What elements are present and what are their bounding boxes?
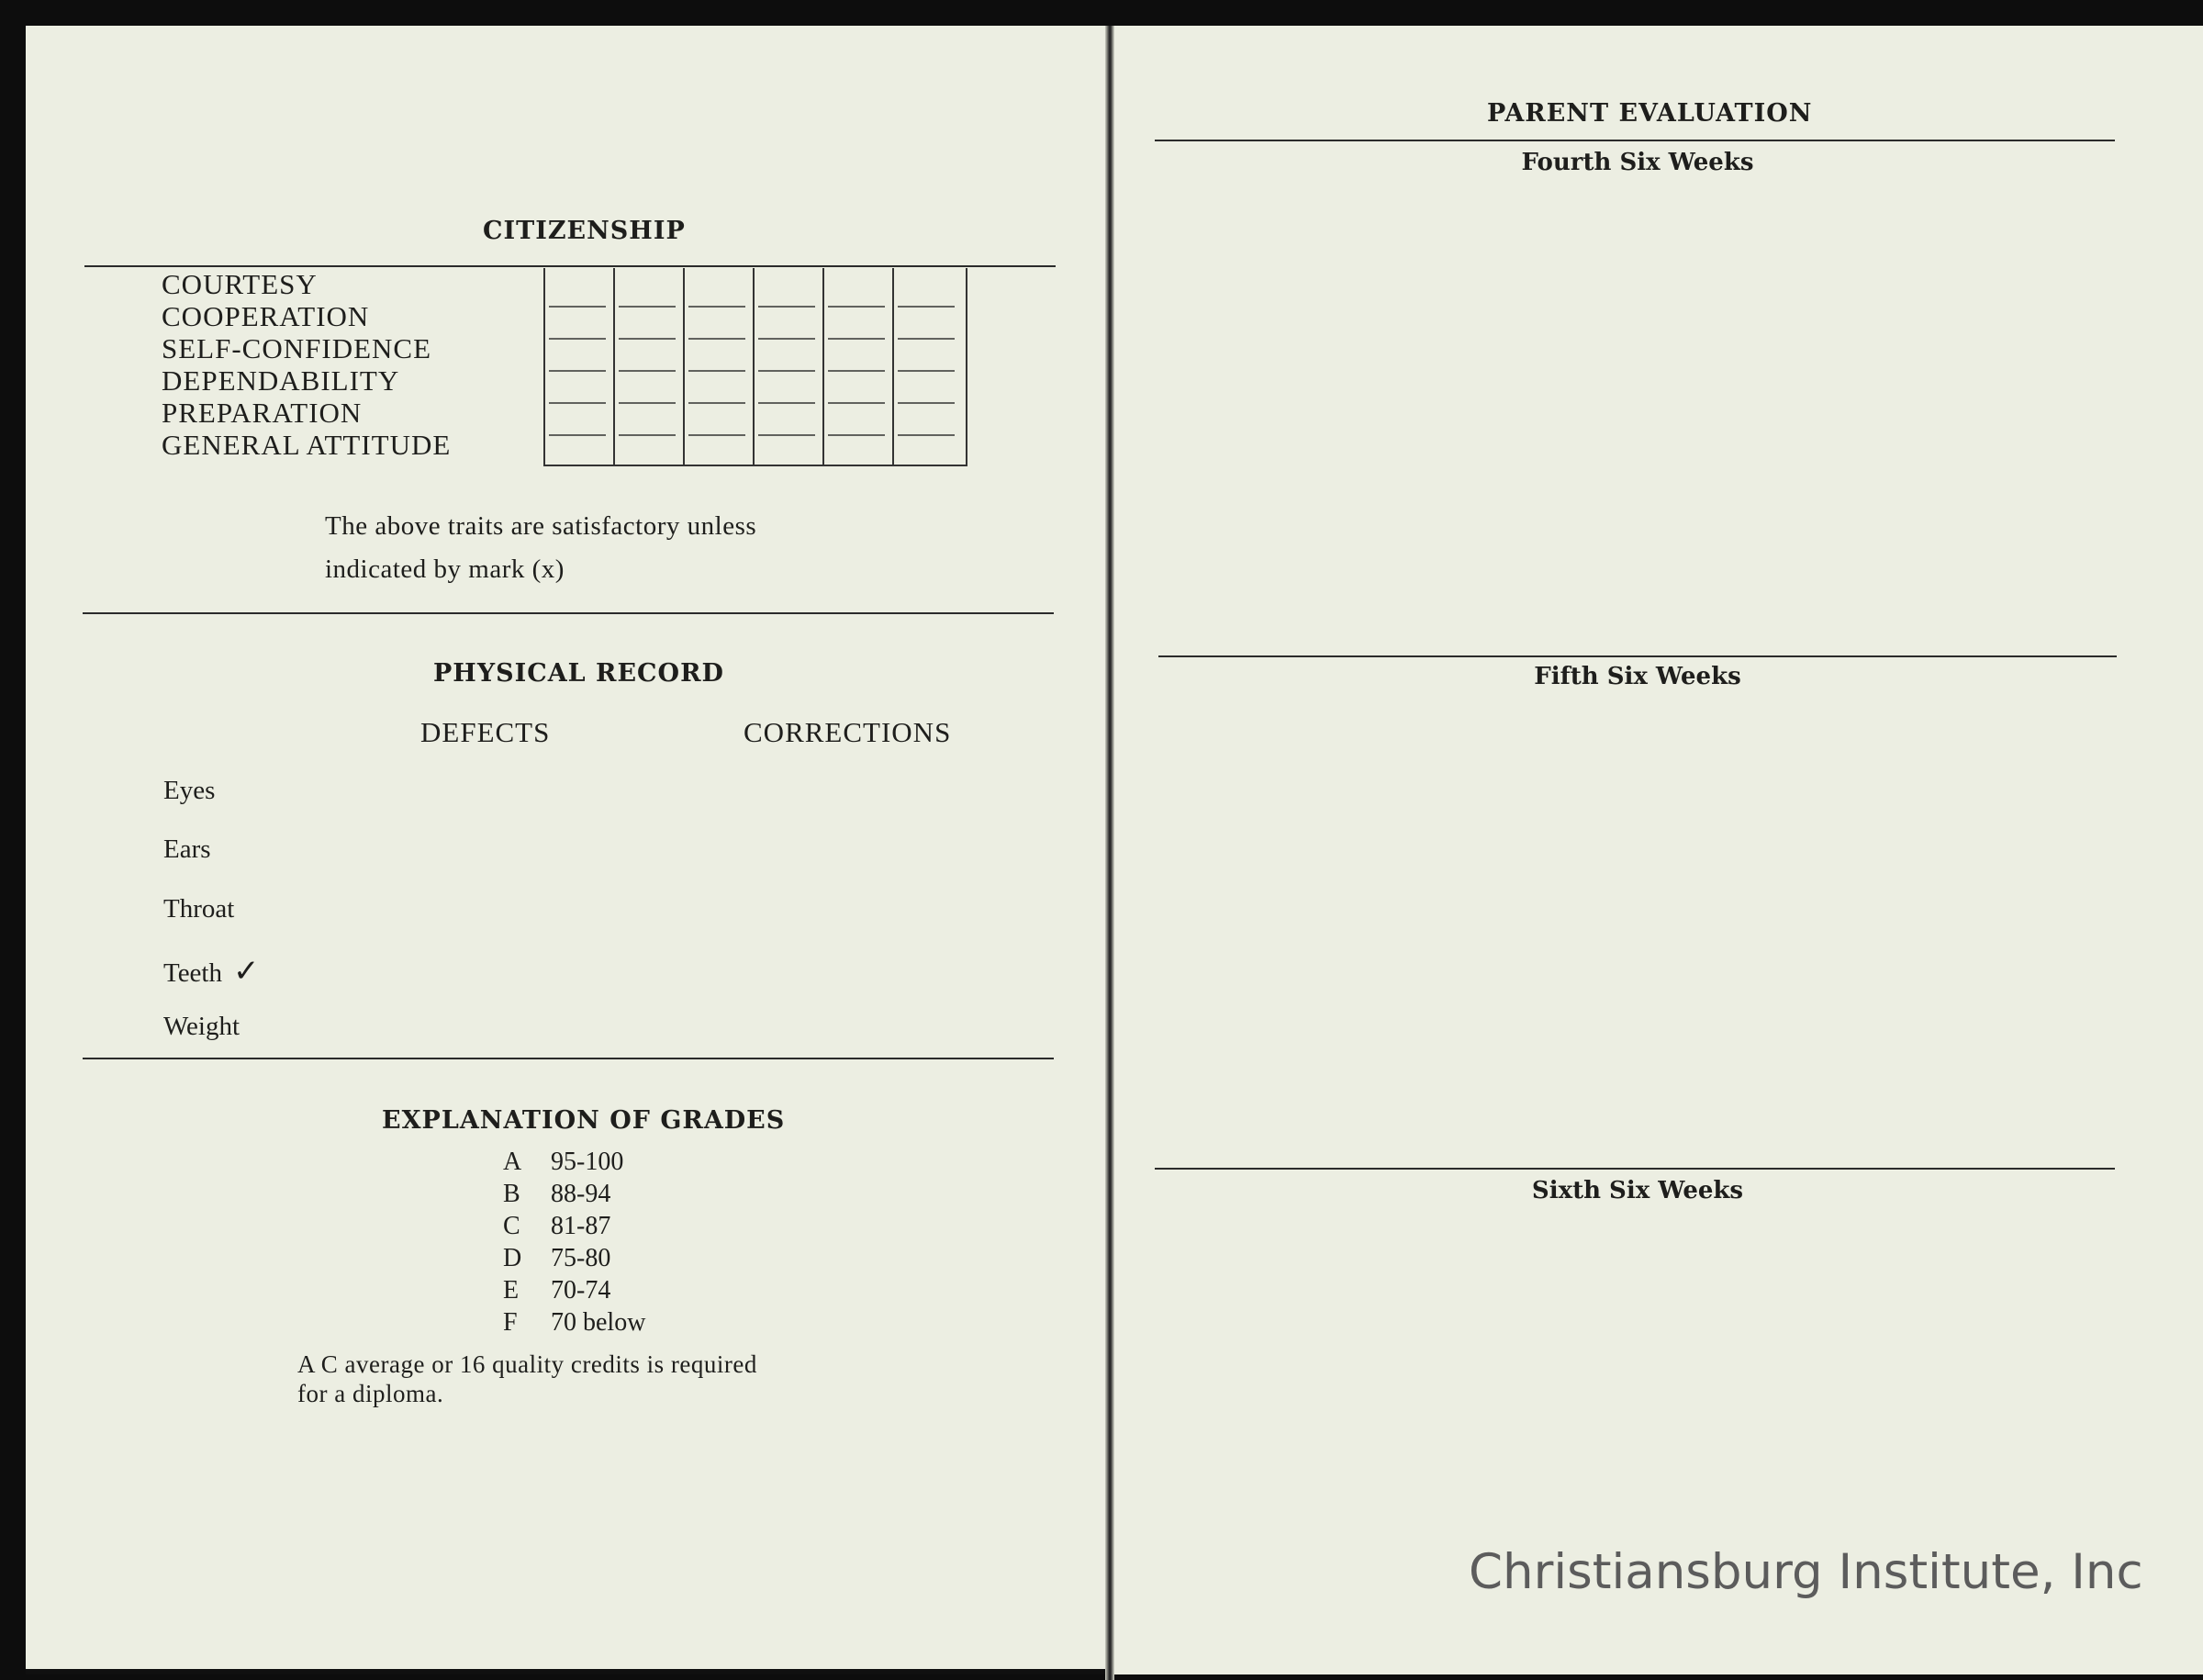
grade-row-c: [503, 1210, 645, 1242]
grade-letter: B: [503, 1180, 520, 1208]
grade-range: 81-87: [551, 1212, 611, 1240]
citizenship-bottom-rule: [83, 612, 1054, 614]
parent-evaluation-title: PARENT EVALUATION: [1487, 99, 1813, 128]
physical-item-eyes: Eyes: [163, 776, 216, 805]
physical-record-bottom-rule: [83, 1058, 1054, 1059]
parent-evaluation-rule: [1155, 140, 2115, 141]
trait-courtesy: COURTESY: [162, 268, 318, 300]
trait-general-attitude: GENERAL ATTITUDE: [162, 429, 452, 461]
fourth-six-weeks-label: Fourth Six Weeks: [1521, 149, 1754, 176]
grade-letter: C: [503, 1212, 520, 1240]
page-fold: [1105, 26, 1114, 1680]
diploma-requirement-line2: for a diploma.: [297, 1380, 444, 1407]
sixth-six-weeks-rule: [1155, 1168, 2115, 1170]
physical-item-weight: Weight: [163, 1012, 240, 1041]
grade-range: 95-100: [551, 1148, 624, 1176]
grade-range: 88-94: [551, 1180, 611, 1208]
citizenship-top-rule: [84, 265, 1056, 267]
corrections-column-header: CORRECTIONS: [744, 716, 952, 748]
physical-item-teeth: Teeth: [163, 958, 222, 988]
grade-row-e: [503, 1274, 645, 1306]
watermark-text: Christiansburg Institute, Inc: [1469, 1544, 2143, 1600]
grade-letter: A: [503, 1148, 522, 1176]
trait-preparation: PREPARATION: [162, 397, 363, 429]
grade-letter: F: [503, 1308, 518, 1337]
fifth-six-weeks-rule: [1158, 655, 2117, 657]
trait-self-confidence: SELF-CONFIDENCE: [162, 332, 432, 364]
grade-row-d: [503, 1242, 645, 1274]
grade-row-a: [503, 1146, 645, 1178]
defects-column-header: DEFECTS: [420, 716, 551, 748]
diploma-requirement-line1: A C average or 16 quality credits is required: [297, 1350, 757, 1378]
right-page: [1114, 26, 2203, 1674]
physical-item-throat: Throat: [163, 894, 235, 924]
diploma-requirement: [297, 1350, 867, 1408]
grades-title: EXPLANATION OF GRADES: [382, 1106, 786, 1135]
citizenship-note-line1: The above traits are satisfactory unless: [325, 511, 757, 541]
trait-cooperation: COOPERATION: [162, 300, 370, 332]
physical-item-ears: Ears: [163, 834, 211, 864]
citizenship-note: [325, 505, 756, 591]
grades-table: [503, 1146, 645, 1338]
grade-row-b: [503, 1178, 645, 1210]
physical-item-teeth-row: [163, 953, 260, 990]
grade-letter: D: [503, 1244, 522, 1272]
citizenship-trait-list: [162, 268, 451, 461]
citizenship-note-line2: indicated by mark (x): [325, 554, 565, 584]
trait-dependability: DEPENDABILITY: [162, 364, 400, 397]
citizenship-mark-grid[interactable]: [543, 268, 969, 468]
grade-range: 70-74: [551, 1276, 611, 1305]
grade-row-f: [503, 1306, 645, 1338]
citizenship-title: CITIZENSHIP: [483, 217, 686, 245]
grade-letter: E: [503, 1276, 520, 1305]
grade-range: 75-80: [551, 1244, 611, 1272]
check-mark-icon: ✓: [233, 953, 260, 990]
grade-range: 70 below: [551, 1308, 646, 1337]
fifth-six-weeks-label: Fifth Six Weeks: [1534, 663, 1741, 690]
sixth-six-weeks-label: Sixth Six Weeks: [1531, 1177, 1744, 1204]
physical-record-title: PHYSICAL RECORD: [433, 659, 724, 688]
